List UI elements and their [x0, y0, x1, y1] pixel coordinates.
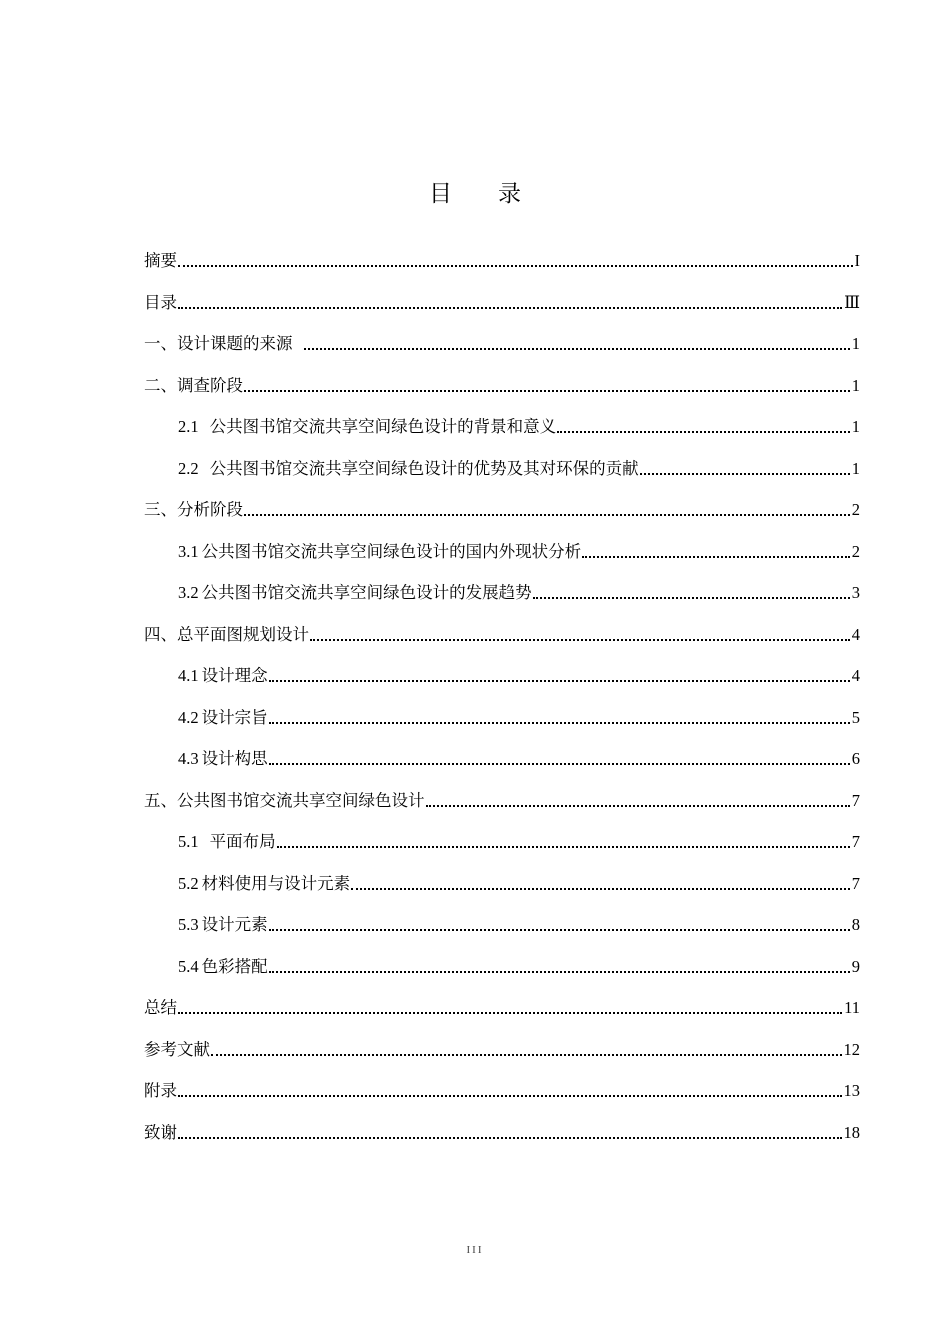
toc-entry-chapter-5[interactable]: [144, 786, 860, 812]
toc-entry-page: 13: [843, 1081, 860, 1100]
toc-entry-section-3-2[interactable]: [178, 578, 860, 604]
toc-section-number: 5.2: [178, 874, 199, 893]
toc-section-number: 4.3: [178, 749, 199, 768]
toc-entry-label: [178, 665, 268, 687]
toc-entry-references[interactable]: [144, 1035, 860, 1061]
toc-entry-section-5-4[interactable]: [178, 952, 860, 978]
toc-entry-page: 2: [851, 500, 860, 519]
toc-section-title: 色彩搭配: [201, 957, 268, 976]
toc-entry-label: [178, 416, 556, 438]
toc-entry-page: 1: [851, 459, 860, 478]
toc-dot-leader: [244, 514, 850, 516]
toc-entry-page: 7: [851, 791, 860, 810]
toc-entry-page: 12: [843, 1040, 860, 1059]
toc-entry-page: 2: [851, 542, 860, 561]
toc-entry-page: 3: [851, 583, 860, 602]
toc-entry-section-5-3[interactable]: [178, 910, 860, 936]
toc-dot-leader: [640, 473, 850, 475]
toc-entry-chapter-2[interactable]: [144, 371, 860, 397]
toc-dot-leader: [178, 265, 853, 267]
toc-entry-section-2-2[interactable]: [178, 454, 860, 480]
toc-entry-label: [178, 707, 268, 729]
toc-entry-label: [178, 873, 350, 895]
toc-dot-leader: [426, 805, 850, 807]
toc-entry-section-4-2[interactable]: [178, 703, 860, 729]
toc-dot-leader: [310, 639, 850, 641]
toc-section-title: 平面布局: [209, 832, 276, 851]
toc-entry-label: 四、总平面图规划设计: [144, 625, 309, 644]
toc-entry-label: 摘要: [144, 251, 177, 270]
toc-entry-page: 11: [844, 998, 860, 1017]
toc-entry-label: 五、公共图书馆交流共享空间绿色设计: [144, 791, 425, 810]
toc-entry-page: 18: [843, 1123, 860, 1142]
toc-section-number: 3.2: [178, 583, 199, 602]
toc-dot-leader: [178, 307, 842, 309]
toc-entry-summary[interactable]: [144, 993, 860, 1019]
toc-dot-leader: [269, 971, 850, 973]
toc-entry-section-2-1[interactable]: [178, 412, 860, 438]
toc-dot-leader: [269, 929, 850, 931]
toc-heading-left: 目: [429, 181, 452, 207]
toc-entry-page: 9: [851, 957, 860, 976]
toc-section-number: 4.1: [178, 666, 199, 685]
toc-entry-label: 目录: [144, 293, 177, 312]
toc-entry-page: 4: [851, 625, 860, 644]
toc-entry-appendix[interactable]: [144, 1076, 860, 1102]
toc-section-number: 2.2: [178, 459, 199, 478]
toc-section-title: 设计构思: [201, 749, 268, 768]
toc-entry-page: 8: [851, 915, 860, 934]
toc-entry-page: 6: [851, 749, 860, 768]
toc-dot-leader: [269, 722, 850, 724]
toc-entry-page: 4: [851, 666, 860, 685]
toc-section-number: 2.1: [178, 417, 199, 436]
toc-entry-contents[interactable]: [144, 288, 860, 314]
toc-section-title: 公共图书馆交流共享空间绿色设计的背景和意义: [209, 417, 557, 436]
toc-entry-page: 1: [851, 376, 860, 395]
toc-entry-acknowledgements[interactable]: [144, 1118, 860, 1144]
toc-entry-page: 5: [851, 708, 860, 727]
toc-heading-right: 录: [498, 181, 521, 207]
toc-dot-leader: [557, 431, 850, 433]
toc-section-number: 5.3: [178, 915, 199, 934]
toc-dot-leader: [178, 1137, 842, 1139]
toc-entry-page: 1: [851, 334, 860, 353]
toc-section-number: 5.4: [178, 957, 199, 976]
toc-section-number: 5.1: [178, 832, 199, 851]
toc-section-title: 公共图书馆交流共享空间绿色设计的发展趋势: [201, 583, 532, 602]
toc-entry-label: [178, 541, 581, 563]
toc-section-title: 设计宗旨: [201, 708, 268, 727]
toc-entry-page: Ⅲ: [844, 293, 860, 312]
toc-entry-page: 1: [851, 417, 860, 436]
toc-entry-label: 致谢: [144, 1123, 177, 1142]
toc-dot-leader: [533, 597, 850, 599]
toc-entry-abstract[interactable]: [144, 246, 860, 272]
toc-dot-leader: [269, 763, 850, 765]
toc-entry-section-3-1[interactable]: [178, 537, 860, 563]
toc-entry-label: [178, 914, 268, 936]
toc-entry-section-4-3[interactable]: [178, 744, 860, 770]
toc-dot-leader: [582, 556, 850, 558]
toc-dot-leader: [351, 888, 850, 890]
toc-entry-label: 三、分析阶段: [144, 500, 243, 519]
toc-entry-label: 参考文献: [144, 1040, 210, 1059]
toc-section-title: 材料使用与设计元素: [201, 874, 351, 893]
toc-entry-chapter-1[interactable]: [144, 329, 860, 355]
toc-entry-section-4-1[interactable]: [178, 661, 860, 687]
toc-dot-leader: [178, 1012, 842, 1014]
toc-section-title: 设计元素: [201, 915, 268, 934]
page-number-footer: III: [466, 1244, 484, 1256]
toc-dot-leader: [244, 390, 850, 392]
toc-entry-label: [178, 458, 639, 480]
toc-entry-label: [178, 748, 268, 770]
toc-entry-page: 7: [851, 874, 860, 893]
toc-dot-leader: [269, 680, 850, 682]
toc-entry-chapter-3[interactable]: [144, 495, 860, 521]
toc-dot-leader: [277, 846, 850, 848]
toc-entry-label: 附录: [144, 1081, 177, 1100]
toc-entry-label: 总结: [144, 998, 177, 1017]
toc-entry-label: 二、调查阶段: [144, 376, 243, 395]
toc-section-title: 公共图书馆交流共享空间绿色设计的国内外现状分析: [201, 542, 582, 561]
toc-dot-leader: [178, 1095, 842, 1097]
toc-section-title: 设计理念: [201, 666, 268, 685]
toc-section-number: 3.1: [178, 542, 199, 561]
toc-entry-page: 7: [851, 832, 860, 851]
toc-dot-leader: [211, 1054, 842, 1056]
toc-entry-label: [178, 831, 276, 853]
toc-dot-leader: [304, 348, 850, 350]
toc-section-number: 4.2: [178, 708, 199, 727]
toc-entry-page: I: [854, 251, 860, 270]
toc-entry-section-5-2[interactable]: [178, 869, 860, 895]
toc-entry-label: [178, 582, 532, 604]
toc-entry-label: [178, 956, 268, 978]
toc-section-title: 公共图书馆交流共享空间绿色设计的优势及其对环保的贡献: [209, 459, 639, 478]
toc-entry-label: 一、设计课题的来源: [144, 334, 298, 353]
toc-entry-section-5-1[interactable]: [178, 827, 860, 853]
toc-entry-chapter-4[interactable]: [144, 620, 860, 646]
